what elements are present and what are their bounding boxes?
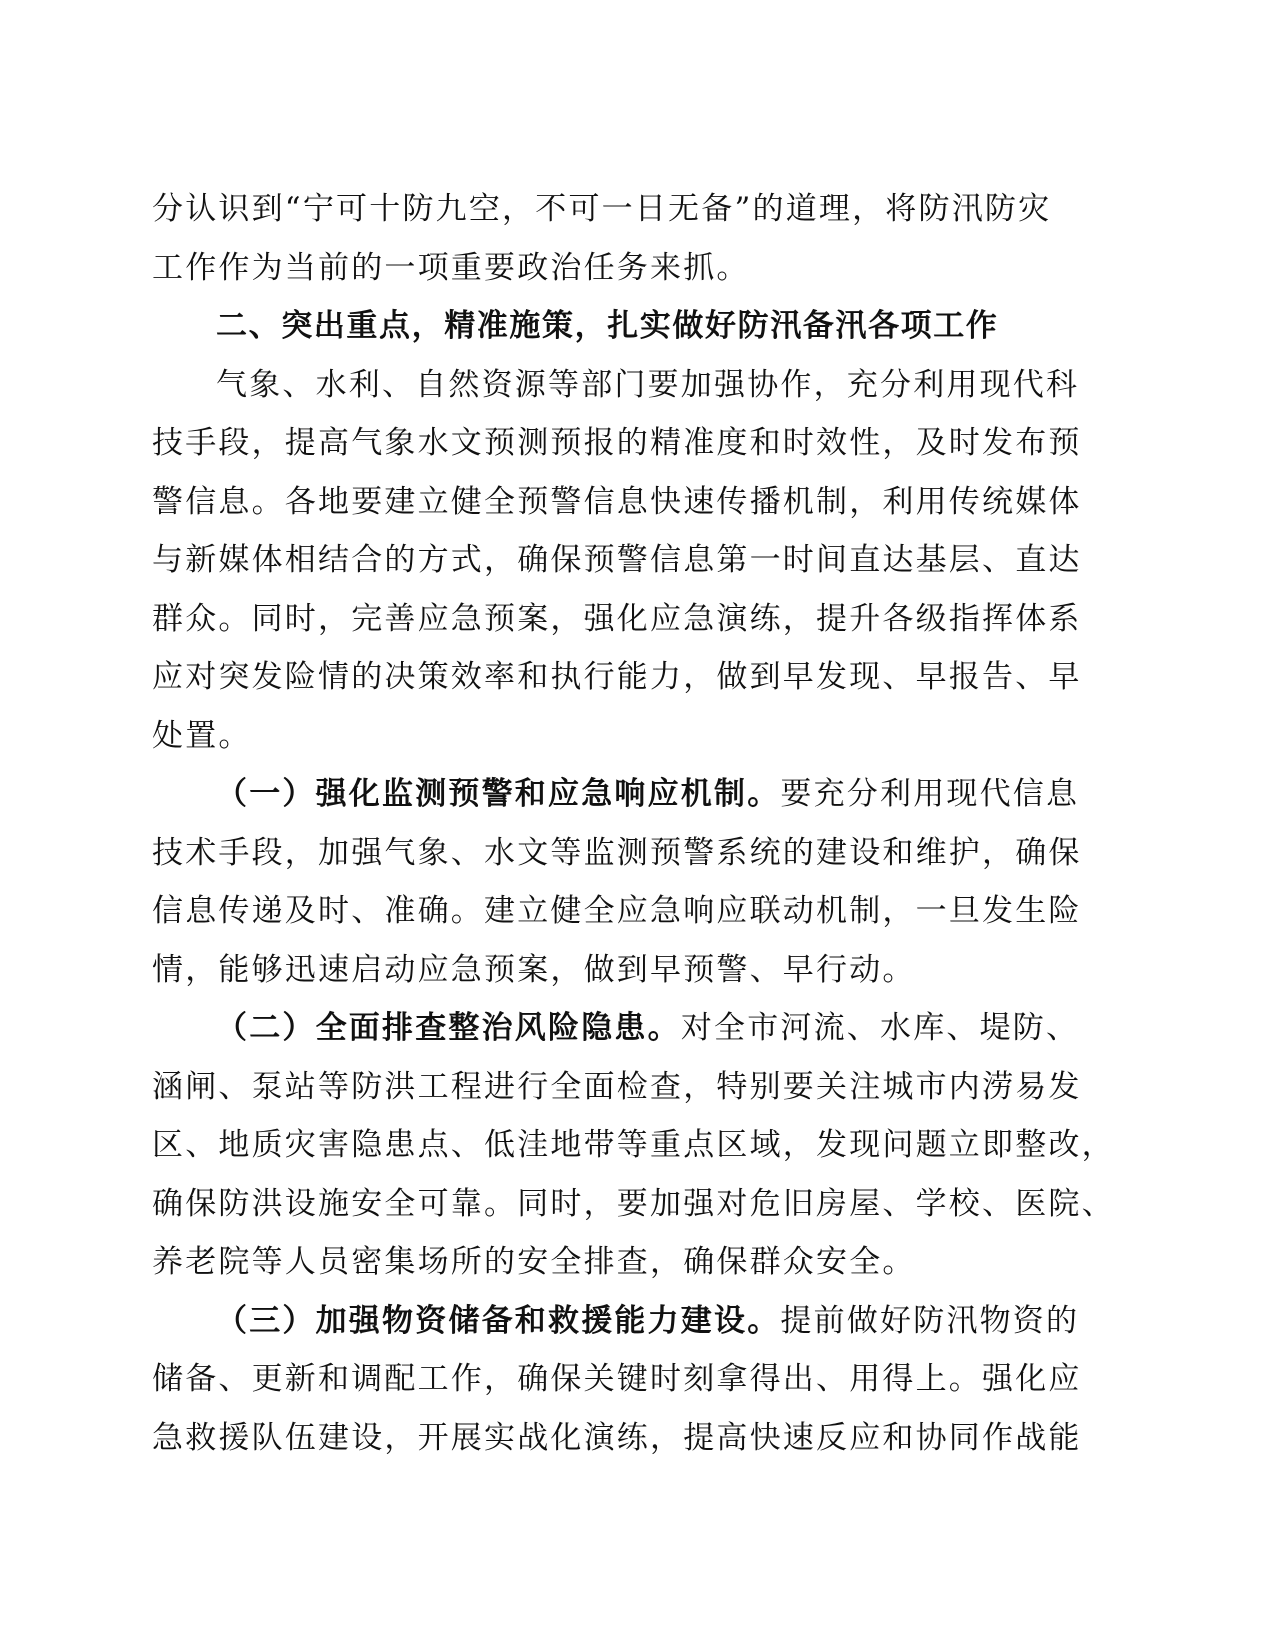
body-line: 养老院等人员密集场所的安全排查，确保群众安全。 bbox=[152, 1244, 916, 1280]
document-body bbox=[152, 180, 1115, 1467]
body-line: 分认识到“宁可十防九空，不可一日无备”的道理，将防汛防灾 bbox=[152, 191, 1052, 227]
item-3-title: （三）加强物资储备和救援能力建设。 bbox=[216, 1302, 781, 1339]
body-line: 工作作为当前的一项重要政治任务来抓。 bbox=[152, 249, 750, 286]
body-line: 群众。同时，完善应急预案，强化应急演练，提升各级指挥体系 bbox=[152, 600, 1082, 637]
body-line: 信息传递及时、准确。建立健全应急响应联动机制，一旦发生险 bbox=[152, 893, 1082, 929]
body-line: 涵闸、泵站等防洪工程进行全面检查，特别要关注城市内涝易发 bbox=[152, 1068, 1082, 1105]
item-3-first-line bbox=[152, 1292, 1092, 1351]
body-line: 情，能够迅速启动应急预案，做到早预警、早行动。 bbox=[152, 951, 916, 988]
body-line: 技术手段，加强气象、水文等监测预警系统的建设和维护，确保 bbox=[152, 834, 1082, 871]
section-heading: 二、突出重点，精准施策，扎实做好防汛备汛各项工作 bbox=[216, 308, 999, 344]
item-1-text: 要充分利用现代信息 bbox=[780, 776, 1080, 812]
body-line: 区、地质灾害隐患点、低洼地带等重点区域，发现问题立即整改， bbox=[152, 1127, 1115, 1163]
body-line: 技手段，提高气象水文预测预报的精准度和时效性，及时发布预 bbox=[152, 425, 1082, 461]
item-1-first-line bbox=[152, 765, 1092, 824]
body-line: 储备、更新和调配工作，确保关键时刻拿得出、用得上。强化应 bbox=[152, 1361, 1082, 1397]
body-line: 处置。 bbox=[152, 717, 252, 754]
body-line: 与新媒体相结合的方式，确保预警信息第一时间直达基层、直达 bbox=[152, 542, 1082, 578]
body-line: 应对突发险情的决策效率和执行能力，做到早发现、早报告、早 bbox=[152, 659, 1082, 695]
body-line: 气象、水利、自然资源等部门要加强协作，充分利用现代科 bbox=[216, 366, 1080, 403]
item-2-title: （二）全面排查整治风险隐患。 bbox=[216, 1010, 681, 1046]
body-line: 警信息。各地要建立健全预警信息快速传播机制，利用传统媒体 bbox=[152, 483, 1082, 520]
item-1-title: （一）强化监测预警和应急响应机制。 bbox=[216, 776, 781, 812]
item-3-text: 提前做好防汛物资的 bbox=[780, 1302, 1080, 1339]
body-line: 急救援队伍建设，开展实战化演练，提高快速反应和协同作战能 bbox=[152, 1419, 1082, 1456]
body-line: 确保防洪设施安全可靠。同时，要加强对危旧房屋、学校、医院、 bbox=[152, 1185, 1115, 1222]
item-2-text: 对全市河流、水库、堤防、 bbox=[680, 1010, 1080, 1046]
item-2-first-line bbox=[152, 999, 1092, 1058]
